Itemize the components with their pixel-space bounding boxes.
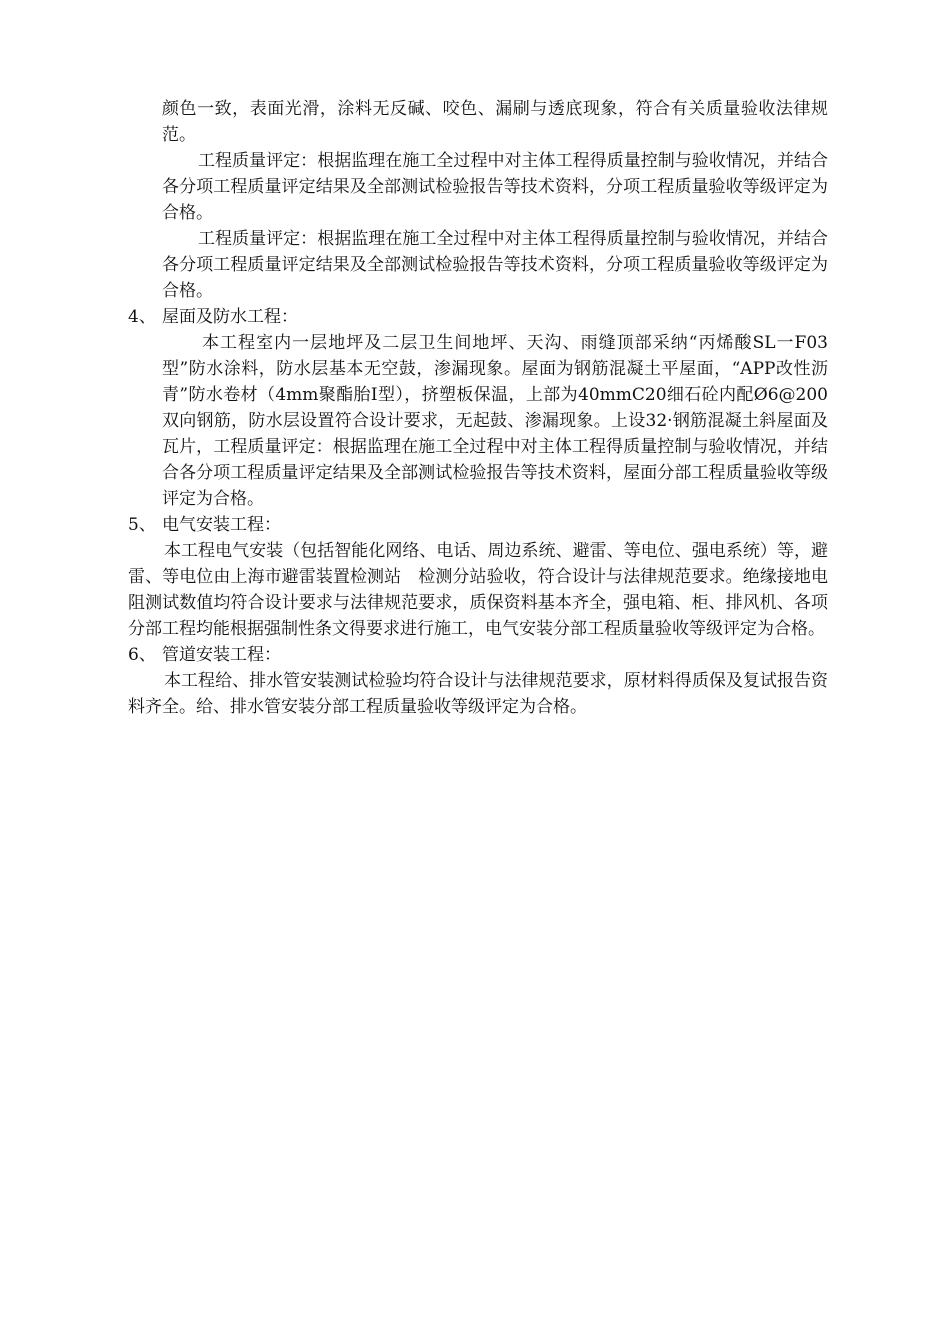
paragraph-roofing: 本工程室内一层地坪及二层卫生间地坪、天沟、雨缝顶部采纳“丙烯酸SL一F03型”防水涂料，防水层基本无空鼓，渗漏现象。屋面为钢筋混凝土平屋面，“APP改性沥青”防水卷材（4mm聚酯胎I型），挤塑板保温，上部为40mmC20细石砼内配Ø6@200双向钢筋，防水层设置符合设计要求，无起鼓、渗漏现象。上设32·钢筋混凝土斜屋面及瓦片，工程质量评定：根据监理在施工全过程中对主体工程得质量控制与验收情况，并结合各分项工程质量评定结果及全部测试检验报告等技术资料，屋面分部工程质量验收等级评定为合格。	[162, 333, 828, 509]
paragraph-electrical: 本工程电气安装（包括智能化网络、电话、周边系统、避雷、等电位、强电系统）等，避雷、等电位由上海市避雷装置检测站 检测分站验收，符合设计与法律规范要求。绝缘接地电阻测试数值均符合设计要求与法律规范要求，质保资料基本齐全，强电箱、柜、排风机、各项分部工程均能根据强制性条文得要求进行施工，电气安装分部工程质量验收等级评定为合格。	[128, 541, 828, 639]
section-title: 屋面及防水工程：	[162, 307, 298, 327]
section-heading-piping	[128, 642, 828, 668]
paragraph-quality-assessment-2: 工程质量评定：根据监理在施工全过程中对主体工程得质量控制与验收情况，并结合各分项工程质量评定结果及全部测试检验报告等技术资料，分项工程质量验收等级评定为合格。	[162, 229, 828, 301]
paragraph-paint-quality: 颜色一致，表面光滑，涂料无反碱、咬色、漏刷与透底现象，符合有关质量验收法律规范。	[162, 99, 828, 145]
section-number: 6、	[128, 645, 156, 665]
section-heading-electrical	[128, 512, 828, 538]
section-title: 电气安装工程：	[162, 515, 281, 535]
section-number: 4、	[128, 307, 156, 327]
section-heading-roofing	[128, 304, 828, 330]
paragraph-quality-assessment-1: 工程质量评定：根据监理在施工全过程中对主体工程得质量控制与验收情况，并结合各分项工程质量评定结果及全部测试检验报告等技术资料，分项工程质量验收等级评定为合格。	[162, 151, 828, 223]
section-number: 5、	[128, 515, 156, 535]
paragraph-piping: 本工程给、排水管安装测试检验均符合设计与法律规范要求，原材料得质保及复试报告资料齐全。给、排水管安装分部工程质量验收等级评定为合格。	[128, 671, 828, 717]
section-title: 管道安装工程：	[162, 645, 281, 665]
document-body	[128, 96, 828, 720]
